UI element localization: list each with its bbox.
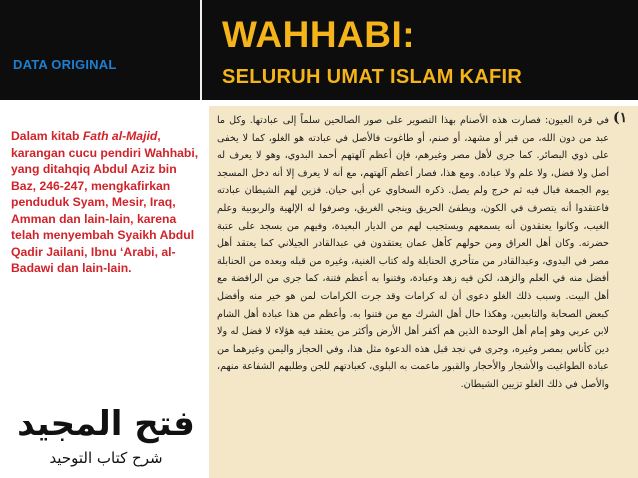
slide-title: WAHHABI: [222,14,416,55]
description-text [11,128,201,277]
description-part-1: Dalam kitab [11,129,83,143]
header-left-panel [0,0,202,100]
data-original-label: DATA ORIGINAL [13,57,117,72]
book-calligraphy-logo [17,393,195,473]
scanned-page [209,106,638,478]
scanned-arabic-text: في قرة العيون: فصارت هذه الأصنام بهذا التصوير على صور الصالحين سلماً إلى عبادتها. وكل ما عبد من دون الله، من قبر أو مشهد، أو صنم، أو طاغوت فالأصل في عبادته هو الغلو، كما لا يخفى على ذوي البصائر. كما جرى لأهل مصر وغيرهم، فإن أعظم آلهتهم أحمد البدوي، وهو لا يعرف له أصل ولا فضل، ولا علم ولا عبادة. ومع هذا، فصار أعظم آلهتهم، مع أنه لا يعرف إلا أنه دخل المسجد يوم الجمعة فبال فيه ثم خرج ولم يصل. ذكره السخاوي عن أبي حيان. فزين لهم الشيطان عبادته فاعتقدوا أنه يتصرف في الكون، ويطفئ الحريق وينجي الغريق، وصرفوا له الإلهية والربوبية وعلم الغيب، وكانوا يعتقدون أنه يسمعهم ويستجيب لهم من الديار البعيدة، وفيهم من يسجد على عتبة حضرته. وكان أهل العراق ومن حولهم كأهل عمان يعتقدون في عبدالقادر الجيلاني كما يعتقد أهل مصر في البدوي، وعبدالقادر من متأخري الحنابلة وله كتاب الغنية، وغيره من قبله وبعده من الحنابلة أفضل منه في العلم والزهد، لكن فيه زهد وعبادة، وفتنوا به أعظم فتنة، كما جرى من الرافضة مع أهل البيت. وسبب ذلك الغلو دعوى أن له كرامات وقد جرت الكرامات لمن هو خير منه وأفضل كبعض الصحابة والتابعين، وهكذا حال أهل الشرك مع من فتنوا به. وأعظم من هذا عبادة أهل الشام لابن عربي وهو إمام أهل الوحدة الذين هم أكفر أهل الأرض وأكثر من يعتقد فيه هؤلاء لا فضل له ولا دين كأناس بمصر وغيره، وجرى في نجد قبل هذه الدعوة مثل هذا، وفي الحجاز واليمن وغيرهما من عبادة الطواغيت والأشجار والأحجار والقبور ماعمت به البلوى، كعبادتهم للجن وطلبهم الشفاعة منهم، والأصل في ذلك الغلو تزيين الشيطان. [217,115,609,390]
logo-title: فتح المجيد [17,404,195,444]
slide-subtitle: SELURUH UMAT ISLAM KAFIR [222,66,523,88]
header-right-panel [202,0,638,100]
description-part-2: , karangan cucu pendiri Wahhabi, yang ditahqiq Abdul Aziz bin Baz, 246-247, mengkafirkan penduduk Syam, Mesir, Iraq, Amman dan lain-lain, karena telah menyembah Syaikh Abdul Qadir Jailani, Ibnu ‘Arabi, al-Badawi dan lain-lain. [11,129,199,275]
book-title: Fath al-Majid [82,129,158,143]
footnote-number: (١ [613,110,628,126]
logo-subtitle: شرح كتاب التوحيد [49,449,163,467]
